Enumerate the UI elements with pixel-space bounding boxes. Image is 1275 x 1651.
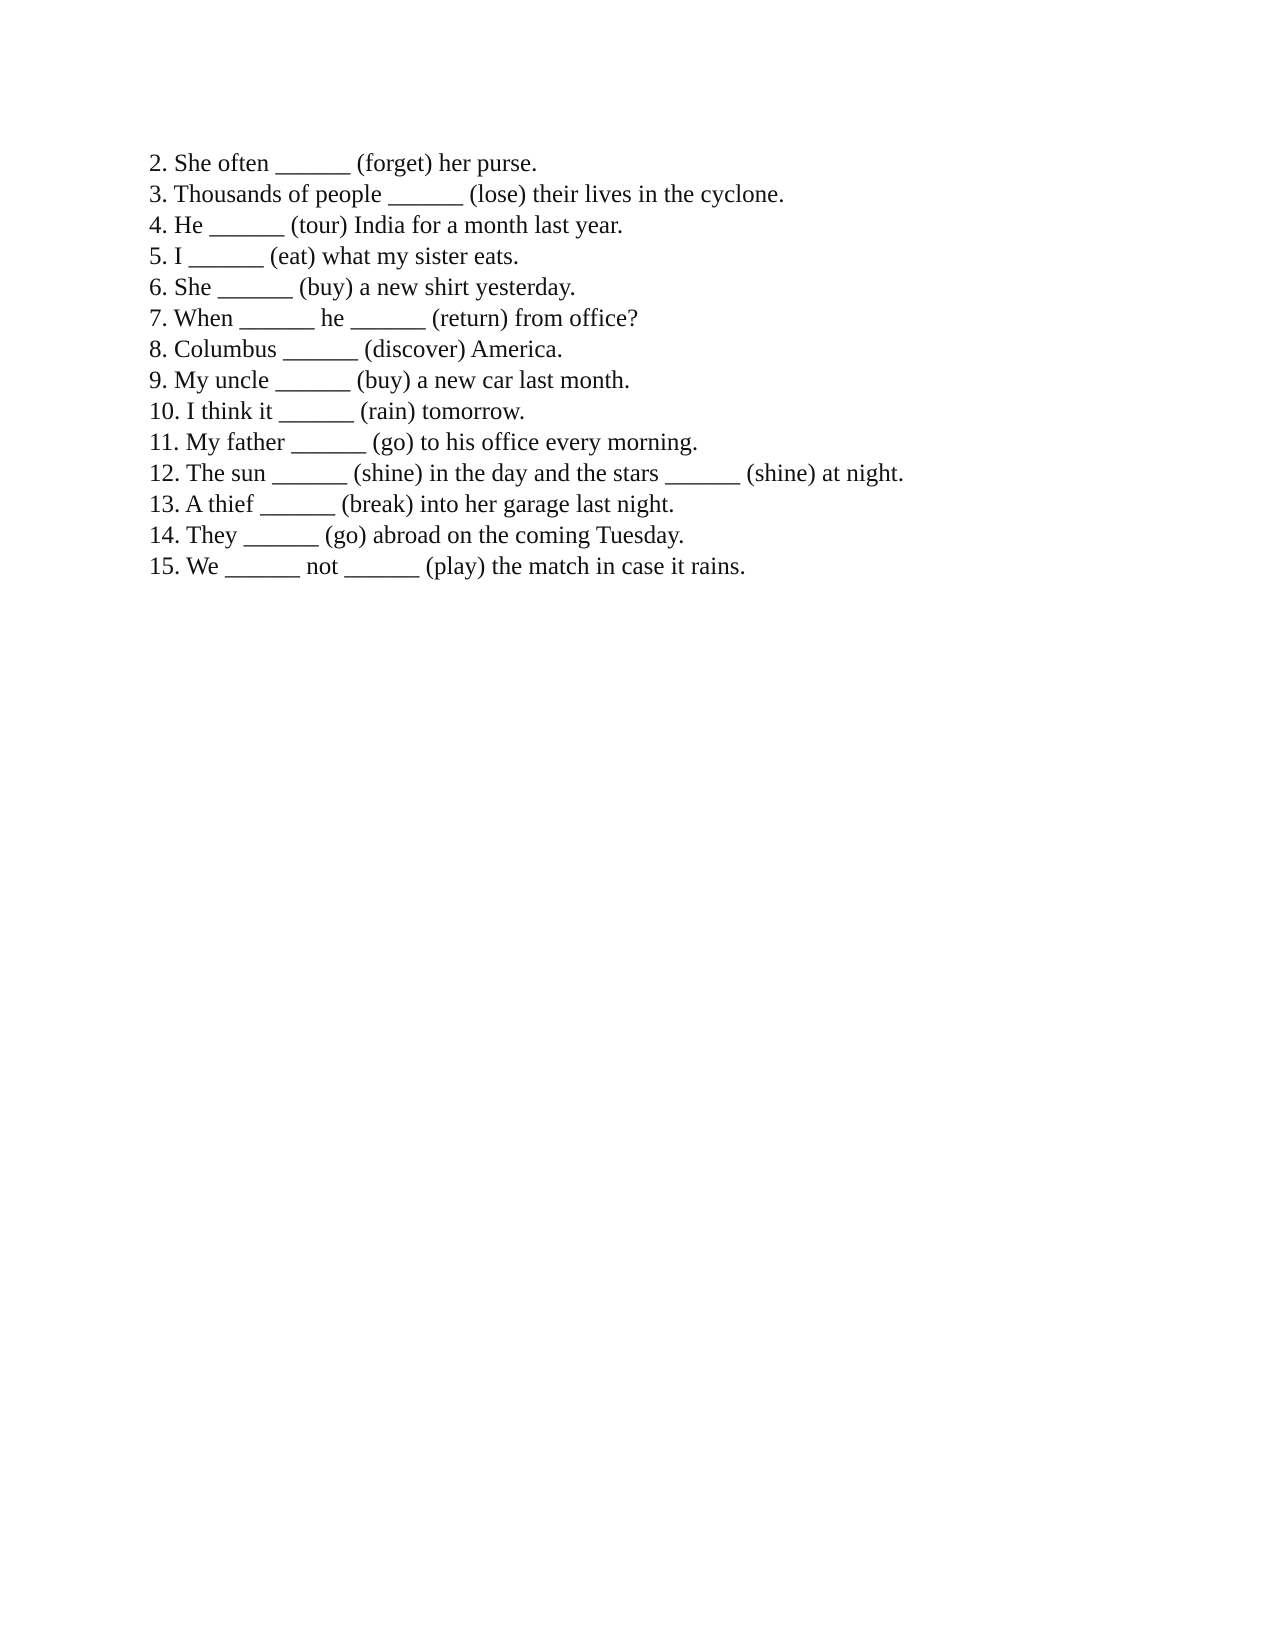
exercise-item-13: 13. A thief ______ (break) into her garage last night. — [149, 491, 675, 518]
exercise-item-11: 11. My father ______ (go) to his office every morning. — [149, 429, 699, 456]
exercise-item-9: 9. My uncle ______ (buy) a new car last month. — [149, 367, 631, 394]
exercise-list — [149, 148, 904, 582]
exercise-item-3: 3. Thousands of people ______ (lose) their lives in the cyclone. — [149, 181, 785, 208]
exercise-item-2: 2. She often ______ (forget) her purse. — [149, 150, 538, 177]
exercise-item-7: 7. When ______ he ______ (return) from office? — [149, 305, 639, 332]
exercise-item-8: 8. Columbus ______ (discover) America. — [149, 336, 563, 363]
exercise-item-15: 15. We ______ not ______ (play) the match in case it rains. — [149, 553, 746, 580]
exercise-item-4: 4. He ______ (tour) India for a month last year. — [149, 212, 624, 239]
exercise-item-12: 12. The sun ______ (shine) in the day and the stars ______ (shine) at night. — [149, 460, 904, 487]
exercise-item-6: 6. She ______ (buy) a new shirt yesterday. — [149, 274, 576, 301]
exercise-item-14: 14. They ______ (go) abroad on the coming Tuesday. — [149, 522, 685, 549]
exercise-item-5: 5. I ______ (eat) what my sister eats. — [149, 243, 520, 270]
exercise-item-10: 10. I think it ______ (rain) tomorrow. — [149, 398, 526, 425]
